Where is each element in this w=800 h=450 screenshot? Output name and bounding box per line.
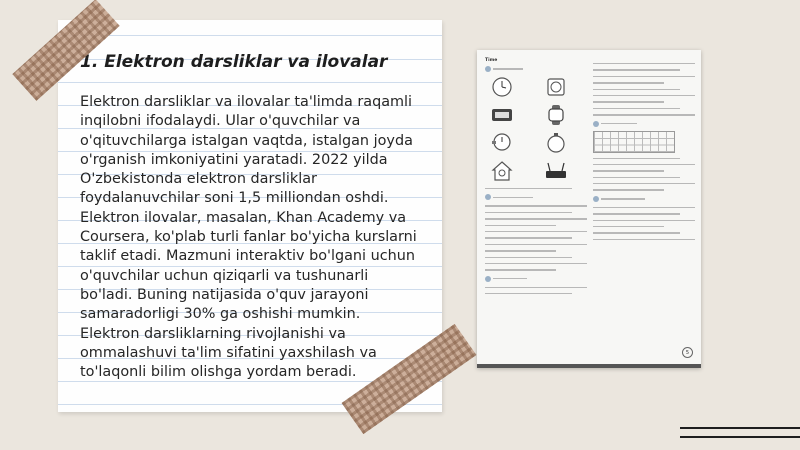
house-clock-icon bbox=[489, 160, 515, 182]
textbook-heading: Time bbox=[485, 58, 498, 63]
timer-icon bbox=[543, 132, 569, 154]
digital-clock-icon bbox=[489, 104, 515, 126]
exercise-label bbox=[593, 121, 695, 127]
alarm-clock-icon bbox=[543, 76, 569, 98]
textbook-right-column bbox=[593, 58, 695, 245]
word-search-grid bbox=[593, 131, 675, 153]
exercise-badge-icon bbox=[485, 66, 491, 72]
textbook-page-image bbox=[477, 50, 701, 368]
clock-pictures-grid bbox=[489, 76, 587, 182]
exercise-label bbox=[485, 66, 587, 72]
exercise-label bbox=[593, 196, 695, 202]
wall-clock-icon bbox=[489, 76, 515, 98]
router-icon bbox=[543, 160, 569, 182]
exercise-label bbox=[485, 276, 587, 282]
decorative-rule bbox=[680, 427, 800, 429]
pendulum-clock-icon bbox=[489, 132, 515, 154]
decorative-rule bbox=[680, 436, 800, 438]
page-number: 5 bbox=[682, 347, 693, 358]
exercise-label bbox=[485, 194, 587, 200]
textbook-left-column bbox=[485, 58, 587, 299]
slide-title: 1. Elektron darsliklar va ilovalar bbox=[80, 52, 388, 72]
watch-icon bbox=[543, 104, 569, 126]
slide-body-text: Elektron darsliklar va ilovalar ta'limda raqamli inqilobni ifodalaydi. Ular o'quvchilar va o'qituvchilarga istalgan vaqtda, istalgan joyda o'rganish imkoniyatini yaratadi. 2022 yilda O'zbekistonda elektron darsliklar foydalanuvchilar soni 1,5 milliondan oshdi. Elektron ilovalar, masalan, Khan Academy va Coursera, ko'plab turli fanlar bo'yicha kurslarni taklif etadi. Mazmuni interaktiv bo'lgani uchun o'quvchilar uchun qiziqarli va tushunarli bo'ladi. Buning natijasida o'quv jarayoni samaradorligi 30% ga oshishi mumkin. Elektron darsliklarning rivojlanishi va ommalashuvi ta'lim sifatini yaxshilash va to'laqonli bilim olishga yordam beradi. bbox=[80, 94, 417, 381]
page-footer-bar bbox=[477, 364, 701, 368]
